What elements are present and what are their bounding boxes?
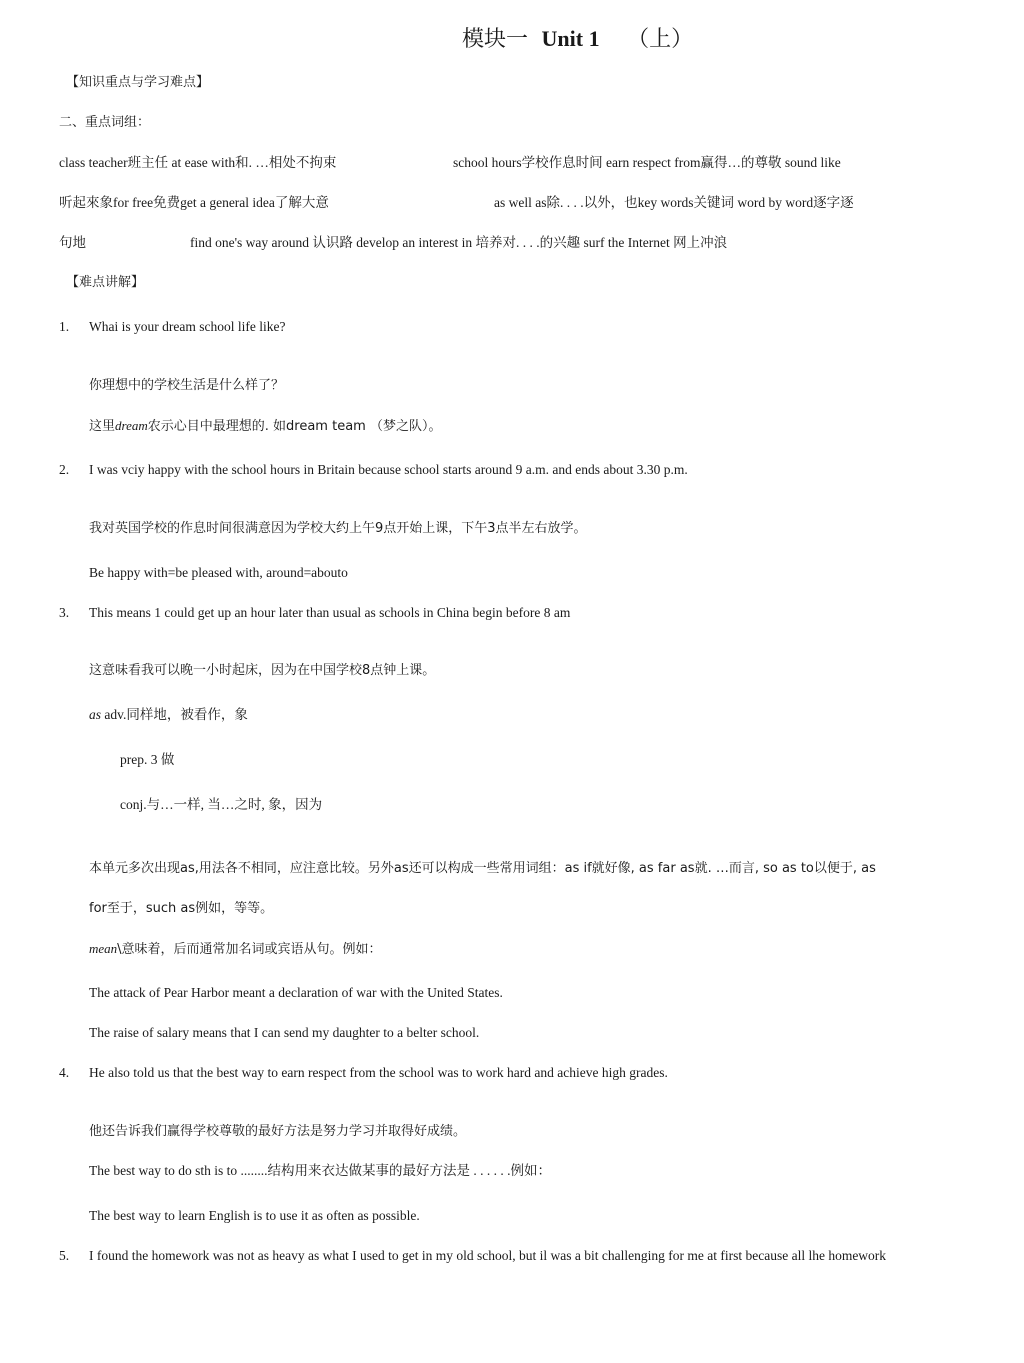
item-note: Be happy with=be pleased with, around=abouto — [89, 565, 348, 580]
item-number: 2. — [59, 462, 70, 477]
mean-word: mean — [89, 941, 118, 956]
example-sentence: The best way to learn English is to use it as often as possible. — [89, 1208, 420, 1223]
item-translation: 这意味看我可以晚一小时起床，因为在中国学校8点钟上课。 — [89, 663, 436, 678]
item-note: The best way to do sth is to ........结构用来衣达做某事的最好方法是 . . . . . .例如： — [89, 1163, 551, 1178]
phrases-line1-b: school hours学校作息时间 earn respect from赢得…的尊敬 sound like — [453, 155, 841, 170]
mean-note — [89, 940, 382, 959]
item-sentence: He also told us that the best way to earn respect from the school was to work hard and achieve high grades. — [89, 1065, 668, 1080]
item-number: 5. — [59, 1248, 70, 1263]
as-conj: conj.与…一样, 当…之时, 象，因为 — [120, 797, 323, 812]
title-suffix: （上） — [627, 26, 694, 51]
item-sentence: I was vciy happy with the school hours in Britain because school starts around 9 a.m. and ends about 3.30 p.m. — [89, 462, 688, 477]
title-unit: Unit 1 — [541, 26, 600, 51]
difficulty-heading: 【难点讲解】 — [66, 275, 145, 290]
item-translation: 你理想中的学校生活是什么样了？ — [89, 378, 285, 393]
phrases-line3-a: 句地 — [59, 235, 86, 250]
as-adv-text: adv.同样地，被看作，象 — [101, 707, 248, 722]
item-sentence: I found the homework was not as heavy as what I used to get in my old school, but il was a bit challenging for me at first because all lhe homework — [89, 1248, 887, 1263]
item-translation: 他还告诉我们赢得学校尊敬的最好方法是努力学习并取得好成绩。 — [89, 1124, 467, 1139]
item-note — [89, 417, 441, 436]
item-sentence: This means 1 could get up an hour later than usual as schools in China begin before 8 am — [89, 605, 571, 620]
section-heading: 【知识重点与学习难点】 — [66, 75, 210, 90]
phrases-line3-b: find one's way around 认识路 develop an interest in 培养对. . . .的兴趣 surf the Internet 网上冲浪 — [190, 235, 728, 250]
example-sentence: The raise of salary means that I can send my daughter to a belter school. — [89, 1025, 480, 1040]
item-number: 3. — [59, 605, 70, 620]
page-title — [462, 22, 693, 53]
as-prep: prep. 3 做 — [120, 752, 175, 767]
as-note: for至于，such as例如，等等。 — [89, 901, 274, 916]
title-prefix: 模块一 — [462, 26, 529, 51]
note-text: 这里 — [89, 419, 116, 434]
as-note: 本单元多次出现as,用法各不相同，应注意比较。另外as还可以构成一些常用词组：as if就好像, as far as就. …而言, so as to以便于, as — [89, 861, 876, 876]
as-word: as — [89, 707, 102, 722]
phrases-line2-b: as well as除. . . .以外，也key words关键词 word by word逐字逐 — [494, 195, 854, 210]
mean-note-text: \意味着，后而通常加名词或宾语从句。例如： — [117, 942, 382, 957]
note-text: 农示心目中最理想的. 如dream team （梦之队）。 — [147, 419, 442, 434]
phrases-line1-a: class teacher班主任 at ease with和. …相处不拘束 — [59, 155, 337, 170]
phrases-line2-a: 听起來象for free免费get a general idea了解大意 — [59, 195, 329, 210]
note-emphasis: dream — [115, 418, 148, 433]
item-number: 4. — [59, 1065, 70, 1080]
item-translation: 我对英国学校的作息时间很满意因为学校大约上午9点开始上课，下午3点半左右放学。 — [89, 521, 587, 536]
item-number: 1. — [59, 319, 70, 334]
example-sentence: The attack of Pear Harbor meant a declaration of war with the United States. — [89, 985, 503, 1000]
as-adv — [89, 706, 248, 724]
item-sentence: Whai is your dream school life like? — [89, 319, 286, 334]
phrases-heading: 二、重点词组： — [59, 115, 151, 130]
